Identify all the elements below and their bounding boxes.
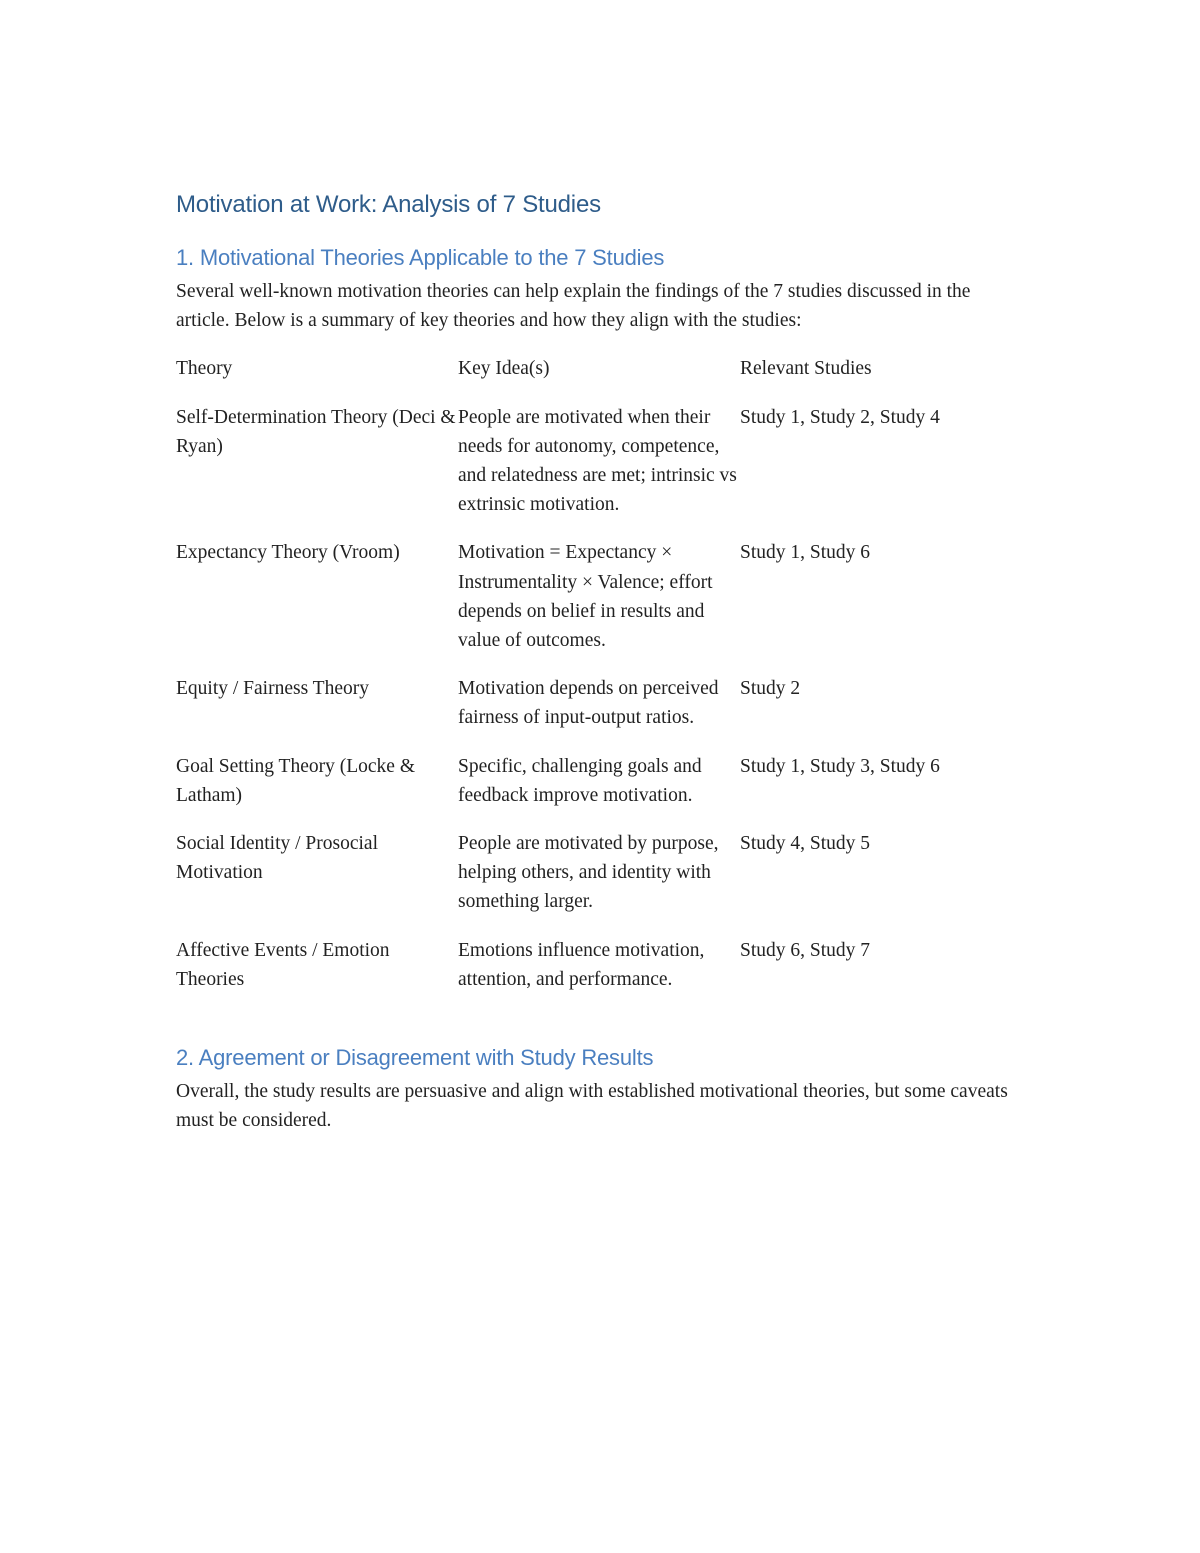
section-1-heading: 1. Motivational Theories Applicable to the 7 Studies	[176, 245, 665, 270]
header-key-ideas: Key Idea(s)	[458, 358, 550, 380]
document-content	[176, 188, 1016, 1135]
studies-cell: Study 4, Study 5	[740, 833, 871, 855]
studies-cell: Study 2	[740, 678, 801, 700]
key-idea-cell: Emotions influence motivation, attention, and performance.	[458, 939, 705, 990]
key-idea-cell: Specific, challenging goals and feedback improve motivation.	[458, 755, 702, 806]
table-row	[176, 936, 1016, 1013]
theories-table	[176, 354, 1016, 1013]
section-2-body: Overall, the study results are persuasive and align with established motivational theories, but some caveats must be considered.	[176, 1081, 1008, 1132]
table-row	[176, 403, 1016, 539]
key-idea-cell: People are motivated when their needs for autonomy, competence, and relatedness are met; intrinsic vs extrinsic motivation.	[458, 406, 737, 516]
header-theory: Theory	[176, 358, 233, 380]
section-1-intro: Several well-known motivation theories can help explain the findings of the 7 studies discussed in the article. Below is a summary of key theories and how they align with the studies:	[176, 281, 971, 332]
table-row	[176, 674, 1016, 751]
theory-cell: Expectancy Theory (Vroom)	[176, 542, 400, 564]
key-idea-cell: Motivation = Expectancy × Instrumentality × Valence; effort depends on belief in results and value of outcomes.	[458, 542, 713, 652]
header-relevant-studies: Relevant Studies	[740, 358, 872, 380]
studies-cell: Study 1, Study 3, Study 6	[740, 755, 940, 777]
studies-cell: Study 1, Study 6	[740, 542, 871, 564]
theory-cell: Self-Determination Theory (Deci & Ryan)	[176, 406, 456, 457]
section-2-heading: 2. Agreement or Disagreement with Study Results	[176, 1045, 654, 1071]
theory-cell: Goal Setting Theory (Locke & Latham)	[176, 755, 415, 806]
table-row	[176, 752, 1016, 829]
key-idea-cell: Motivation depends on perceived fairness of input-output ratios.	[458, 678, 719, 729]
theory-cell: Equity / Fairness Theory	[176, 678, 369, 700]
studies-cell: Study 1, Study 2, Study 4	[740, 406, 940, 428]
table-header-row	[176, 354, 1016, 402]
key-idea-cell: People are motivated by purpose, helping others, and identity with something larger.	[458, 833, 719, 913]
theory-cell: Social Identity / Prosocial Motivation	[176, 833, 379, 884]
table-row	[176, 538, 1016, 674]
studies-cell: Study 6, Study 7	[740, 939, 871, 961]
table-row	[176, 829, 1016, 936]
document-title: Motivation at Work: Analysis of 7 Studies	[176, 191, 601, 218]
theory-cell: Affective Events / Emotion Theories	[176, 939, 390, 990]
